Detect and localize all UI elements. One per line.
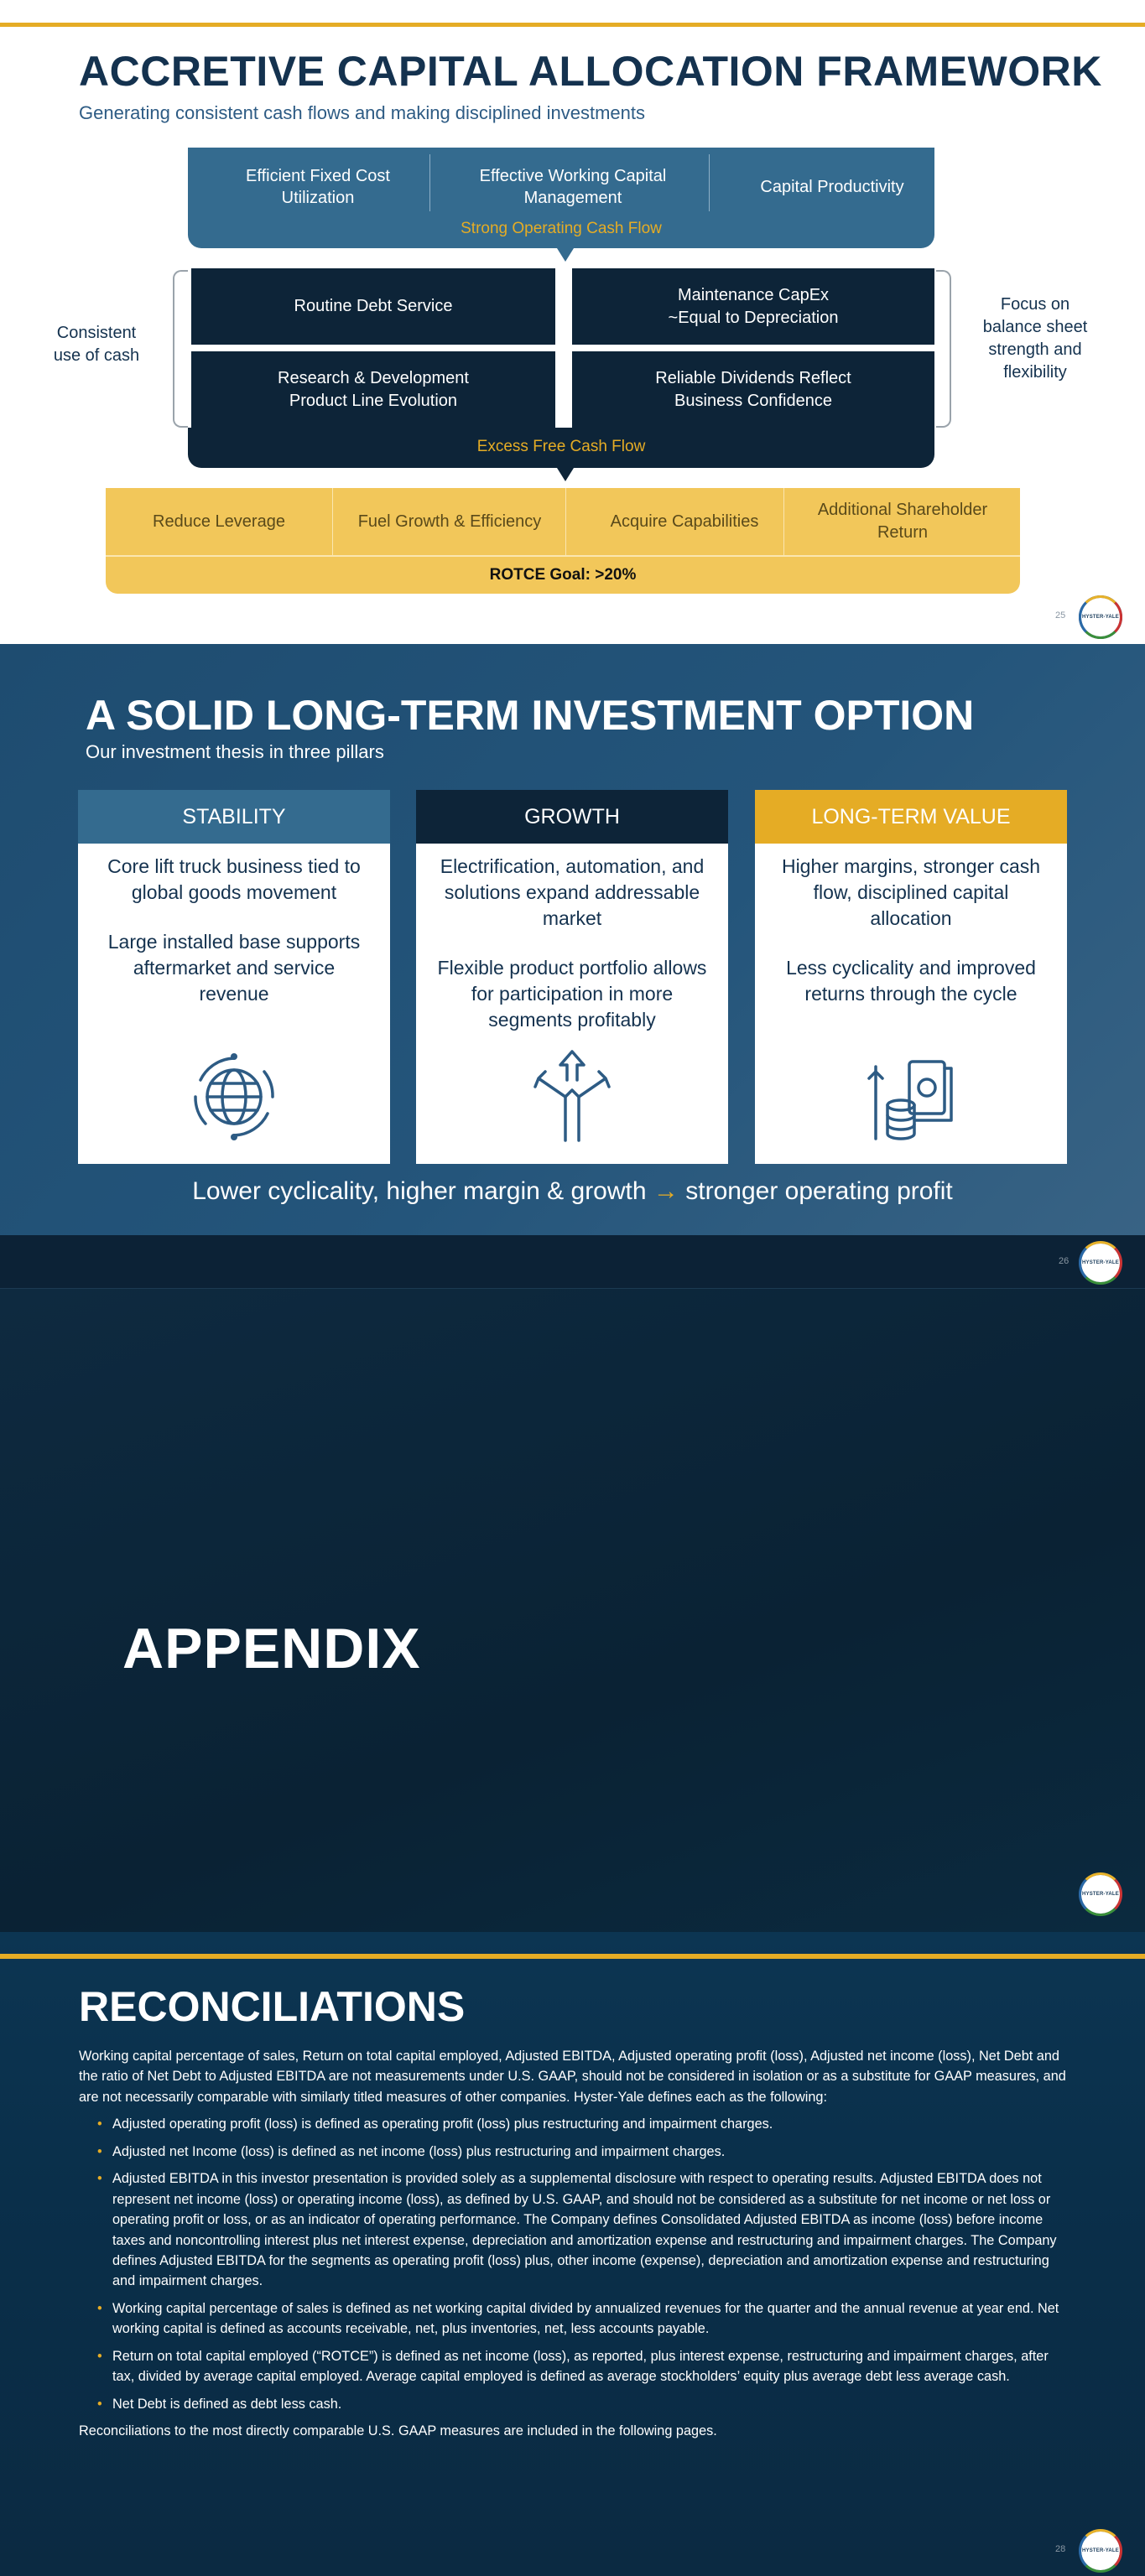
slide-appendix <box>0 1288 1145 1932</box>
slide-capital-allocation <box>0 0 1145 644</box>
divider <box>709 154 710 211</box>
divider <box>429 154 430 211</box>
pillar-text: Large installed base supports aftermarket and service revenue <box>107 931 361 1005</box>
reconciliation-text <box>79 2046 1069 2441</box>
list-item: • Working capital percentage of sales is defined as net working capital divided by annualized revenues for the quarter and the annual revenue at year end. Net working capital is defined as accounts receivable, net, plus inventories, net, less accounts payable. <box>97 2298 1069 2340</box>
company-logo: HYSTER-YALE <box>1079 595 1122 639</box>
right-label: Focus on balance sheet strength and flexibility <box>982 295 1088 382</box>
pillar-stability <box>78 790 390 1164</box>
list-item: • Adjusted net Income (loss) is defined as net income (loss) plus restructuring and impairment charges. <box>97 2142 1069 2162</box>
tier2-item: Research & Development Product Line Evolution <box>191 351 555 428</box>
tier3-item: Fuel Growth & Efficiency <box>357 512 542 531</box>
pillar-text: Core lift truck business tied to global goods movement <box>107 855 361 904</box>
tier1-footer: Strong Operating Cash Flow <box>461 220 662 237</box>
pillar-text: Flexible product portfolio allows for participation in more segments profitably <box>437 957 707 1031</box>
tier3-item: Acquire Capabilities <box>610 512 759 531</box>
divider <box>332 488 333 555</box>
slide-subtitle: Our investment thesis in three pillars <box>86 741 384 762</box>
arrow-icon: → <box>653 1177 679 1205</box>
definition-list <box>97 2114 1069 2414</box>
page-number: 26 <box>1059 1256 1070 1266</box>
footer-band <box>0 1235 1145 1288</box>
pillar-heading: STABILITY <box>78 790 390 844</box>
page-number: 25 <box>1055 610 1066 621</box>
pillar-text: Higher margins, stronger cash flow, disciplined capital allocation <box>781 855 1041 930</box>
rotce-goal: ROTCE Goal: >20% <box>106 555 1020 594</box>
list-item: • Adjusted operating profit (loss) is defined as operating profit (loss) plus restructuring and impairment charges. <box>97 2114 1069 2134</box>
slide-title: ACCRETIVE CAPITAL ALLOCATION FRAMEWORK <box>79 48 1102 95</box>
tier2-item: Reliable Dividends Reflect Business Confidence <box>572 351 934 428</box>
tier2-footer: Excess Free Cash Flow <box>476 438 646 455</box>
slide-title: A SOLID LONG-TERM INVESTMENT OPTION <box>86 692 975 739</box>
pillar-body <box>416 844 728 1033</box>
list-item: • Return on total capital employed (“ROTCE”) is defined as net income (loss), as reported, plus interest expense, restructuring and impairment charges, after tax, divided by average capital employed. Average capital employed is defined as average stockholders’ equity plus average debt less average cash. <box>97 2346 1069 2387</box>
flow-arrow <box>557 468 574 481</box>
pillar-text: Electrification, automation, and solutions expand addressable market <box>440 855 705 930</box>
slide-investment-option <box>0 644 1145 1288</box>
globe-icon <box>184 1046 284 1147</box>
tier3-item: Reduce Leverage <box>153 512 285 531</box>
tier-operating-cash-flow <box>188 148 934 248</box>
list-item: • Net Debt is defined as debt less cash. <box>97 2394 1069 2414</box>
tier2-item: Routine Debt Service <box>191 268 555 345</box>
accent-bar <box>0 23 1145 27</box>
pillar-heading: LONG-TERM VALUE <box>755 790 1067 844</box>
slide-subtitle: Generating consistent cash flows and making disciplined investments <box>79 102 646 123</box>
tier1-item: Capital Productivity <box>760 178 904 196</box>
left-bracket <box>173 270 188 428</box>
intro-paragraph: Working capital percentage of sales, Return on total capital employed, Adjusted EBITDA, Adjusted operating profit (loss), Adjusted net income (loss), Net Debt and the ratio of Net Debt to Adjusted EBITDA are not measurements under U.S. GAAP, should not be considered in isolation or as a substitute for GAAP measures, and are not necessarily comparable with similarly titled measures of other companies. Hyster-Yale defines each as the following: <box>79 2049 1066 2105</box>
pillar-long-term-value <box>755 790 1067 1164</box>
left-label: Consistent use of cash <box>53 324 140 365</box>
slide-reconciliations <box>0 1932 1145 2576</box>
tier1-item: Effective Working Capital Management <box>479 167 667 207</box>
pillar-text: Less cyclicality and improved returns through the cycle <box>786 957 1036 1005</box>
tier2-item: Maintenance CapEx ~Equal to Depreciation <box>572 268 934 345</box>
page-number: 28 <box>1055 2544 1066 2554</box>
slide-title: APPENDIX <box>122 1617 421 1680</box>
divider <box>565 488 566 555</box>
split-arrows-icon <box>522 1046 622 1147</box>
tier-excess-cash-uses <box>106 488 1020 594</box>
divider <box>783 488 784 555</box>
company-logo: HYSTER-YALE <box>1079 1872 1122 1916</box>
money-growth-icon <box>861 1046 961 1147</box>
outro-paragraph: Reconciliations to the most directly comparable U.S. GAAP measures are included in the following pages. <box>79 2423 717 2438</box>
list-item: • Adjusted EBITDA in this investor presentation is provided solely as a supplemental disclosure with respect to operating results. Adjusted EBITDA does not represent net income (loss) or operating income (loss), as defined by U.S. GAAP, and should not be considered as a substitute for net income or net loss or operating profit or loss, or as an indicator of operating performance. The Company defines Consolidated Adjusted EBITDA as income (loss) before income taxes and noncontrolling interest plus net interest expense, depreciation and amortization expense and restructuring and impairment charges. The Company defines Adjusted EBITDA for the segments as operating profit (loss) plus, other income (expense), depreciation and amortization expense and restructuring and impairment charges. <box>97 2168 1069 2292</box>
tagline-left: Lower cyclicality, higher margin & growth <box>192 1177 647 1205</box>
tagline-right: stronger operating profit <box>685 1177 953 1205</box>
tier1-item: Efficient Fixed Cost Utilization <box>246 167 390 207</box>
slide-title: RECONCILIATIONS <box>79 1983 466 2030</box>
pillar-growth <box>416 790 728 1164</box>
tier2-horizontal-gap <box>188 345 934 351</box>
company-logo: HYSTER-YALE <box>1079 1241 1122 1285</box>
pillar-body <box>78 844 390 1007</box>
pillar-body <box>755 844 1067 1007</box>
right-bracket <box>936 270 951 428</box>
accent-bar <box>0 1954 1145 1959</box>
pillar-heading: GROWTH <box>416 790 728 844</box>
tagline <box>0 1177 1145 1206</box>
company-logo: HYSTER-YALE <box>1079 2529 1122 2573</box>
tier3-item: Additional Shareholder Return <box>817 501 988 542</box>
flow-arrow <box>557 248 574 262</box>
